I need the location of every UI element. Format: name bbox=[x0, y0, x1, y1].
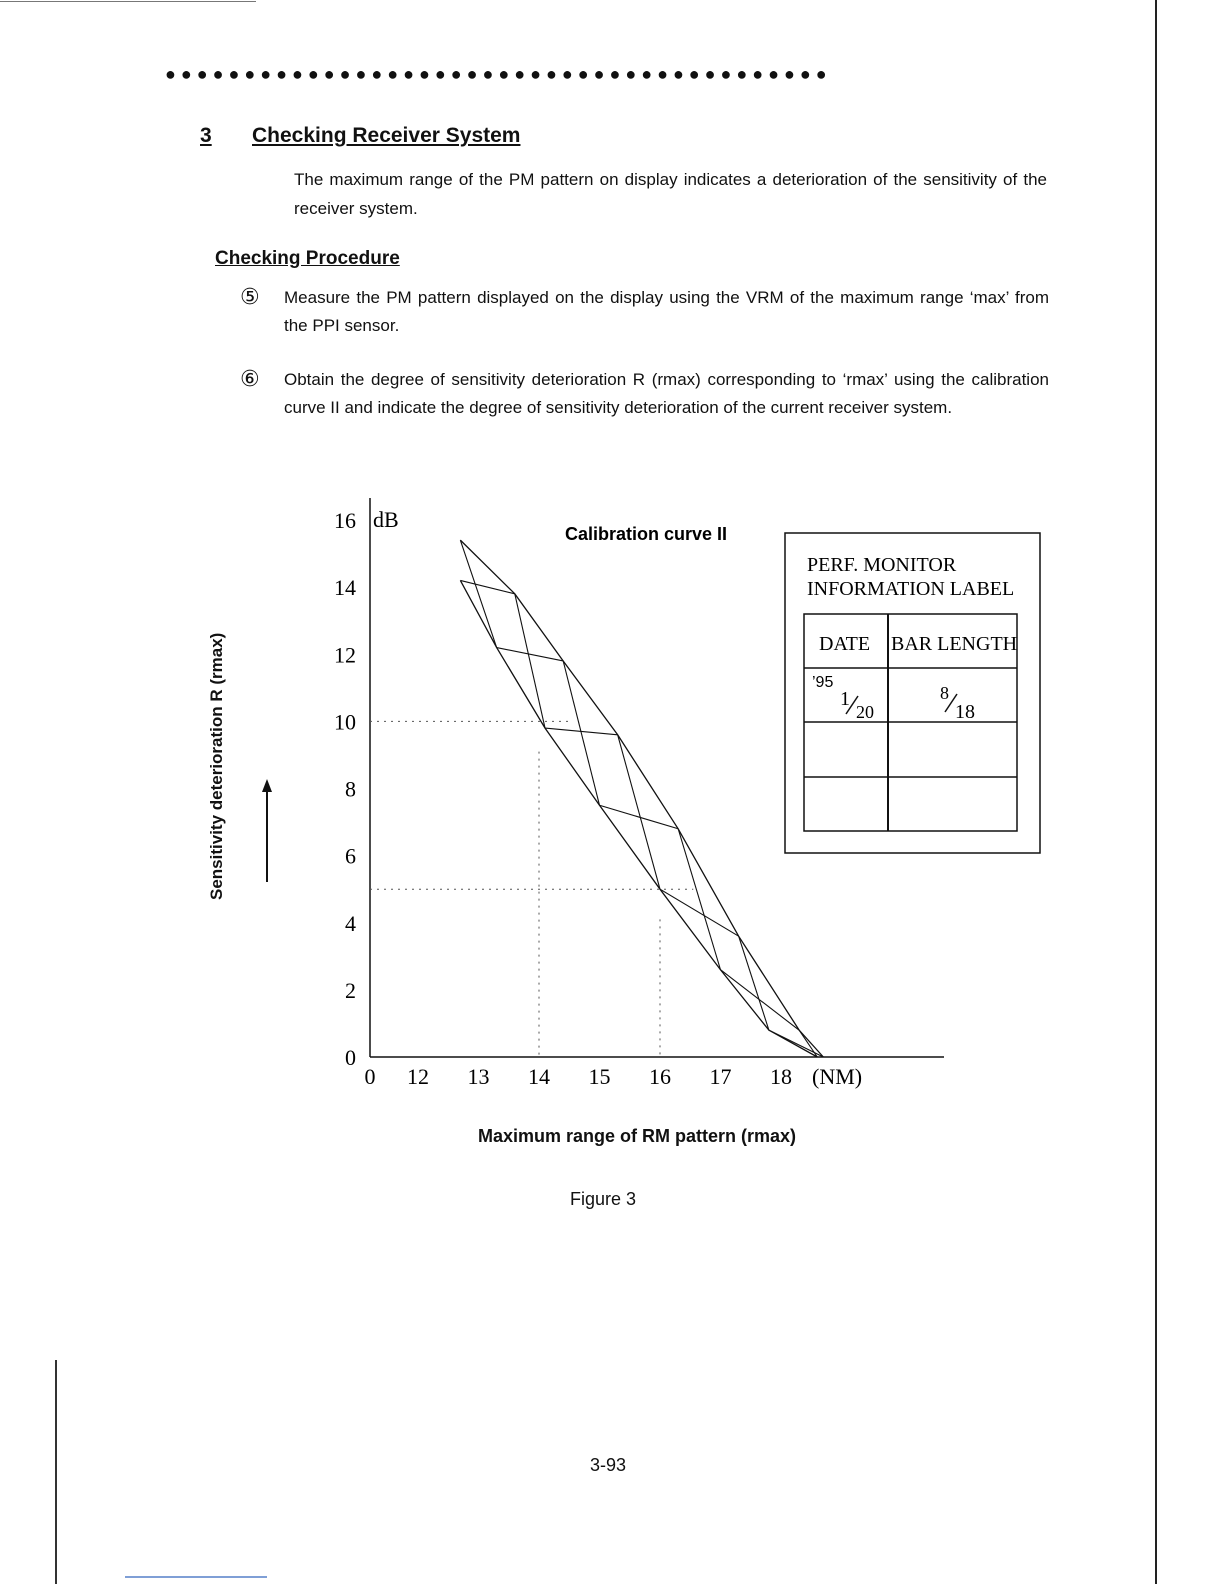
x-tick-label: 13 bbox=[467, 1064, 490, 1089]
x-tick-label: 15 bbox=[588, 1064, 611, 1089]
step-5-number: ⑤ bbox=[240, 285, 260, 310]
col-date-header: DATE bbox=[819, 633, 871, 655]
band-cross-hatch bbox=[769, 1030, 823, 1057]
x-tick-label: 18 bbox=[770, 1064, 792, 1089]
y-tick-label: 16 bbox=[334, 508, 356, 533]
section-intro: The maximum range of the PM pattern on display indicates a deterioration of the sensitivity of the receiver system. bbox=[294, 170, 1047, 218]
label-title-line1: PERF. MONITOR bbox=[807, 554, 957, 576]
y-tick-label: 8 bbox=[345, 776, 356, 802]
figure-caption: Figure 3 bbox=[570, 1189, 637, 1209]
step-5-text: Measure the PM pattern displayed on the display using the VRM of the maximum range ‘max’ from the PPI sensor. bbox=[284, 288, 1049, 335]
y-tick-label: 14 bbox=[334, 575, 356, 601]
section-number: 3 bbox=[200, 124, 212, 147]
band-cross-hatch bbox=[618, 735, 660, 889]
y-tick-label: 4 bbox=[345, 910, 356, 936]
page-number: 3-93 bbox=[590, 1455, 627, 1475]
header-dot-row: ● ● ● ● ● ● ● ● ● ● ● ● ● ● ● ● ● ● ● ● ● ● ● ● ● ● ● ● ● ● ● ● ● ● ● ● ● ● ● ● ● ● bbox=[165, 64, 827, 84]
x-tick-label: 14 bbox=[528, 1064, 550, 1089]
col-bar-length-header: BAR LENGTH bbox=[891, 633, 1018, 655]
band-cross-hatch bbox=[600, 805, 679, 828]
band-cross-hatch bbox=[460, 540, 496, 647]
row1-bar-denominator: 18 bbox=[955, 701, 975, 723]
band-upper-line bbox=[460, 540, 823, 1057]
band-cross-hatch bbox=[460, 580, 514, 593]
perf-monitor-label bbox=[785, 533, 1040, 853]
procedure-heading: Checking Procedure bbox=[215, 248, 400, 269]
band-cross-hatch bbox=[739, 936, 769, 1030]
band-cross-hatch bbox=[678, 829, 720, 970]
x-tick-label: 0 bbox=[364, 1064, 376, 1089]
y-tick-label: 10 bbox=[334, 709, 356, 735]
x-tick-label: 17 bbox=[709, 1064, 732, 1089]
band-lower-line bbox=[460, 580, 817, 1057]
row1-date-denominator: 20 bbox=[856, 702, 874, 722]
y-axis-title: Sensitivity deterioration R (rmax) bbox=[207, 632, 226, 900]
y-unit-label: dB bbox=[373, 507, 399, 532]
row1-date-numerator: 1 bbox=[840, 688, 850, 710]
y-tick-label: 2 bbox=[345, 977, 356, 1003]
x-tick-label: 12 bbox=[407, 1064, 429, 1089]
step-6-text: Obtain the degree of sensitivity deterioration R (rmax) corresponding to ‘rmax’ using the calibration curve II and indicate the degree of sensitivity deterioration of the current receiver system. bbox=[284, 370, 1049, 417]
y-axis-arrow bbox=[262, 779, 272, 882]
row1-bar-numerator: 8 bbox=[940, 683, 949, 703]
band-cross-hatch bbox=[660, 889, 739, 936]
band-cross-hatch bbox=[721, 970, 800, 1030]
x-unit-label: (NM) bbox=[812, 1064, 863, 1089]
x-tick-label: 16 bbox=[649, 1064, 671, 1089]
y-tick-label: 12 bbox=[334, 642, 356, 668]
label-title-line2: INFORMATION LABEL bbox=[807, 578, 1015, 600]
x-axis-title: Maximum range of RM pattern (rmax) bbox=[478, 1126, 797, 1146]
y-tick-label: 6 bbox=[345, 843, 356, 869]
section-title: Checking Receiver System bbox=[252, 124, 521, 147]
chart-title: Calibration curve II bbox=[565, 524, 728, 544]
y-tick-label: 0 bbox=[345, 1045, 356, 1070]
row1-year: ’95 bbox=[812, 674, 834, 691]
step-6-number: ⑥ bbox=[240, 367, 260, 392]
